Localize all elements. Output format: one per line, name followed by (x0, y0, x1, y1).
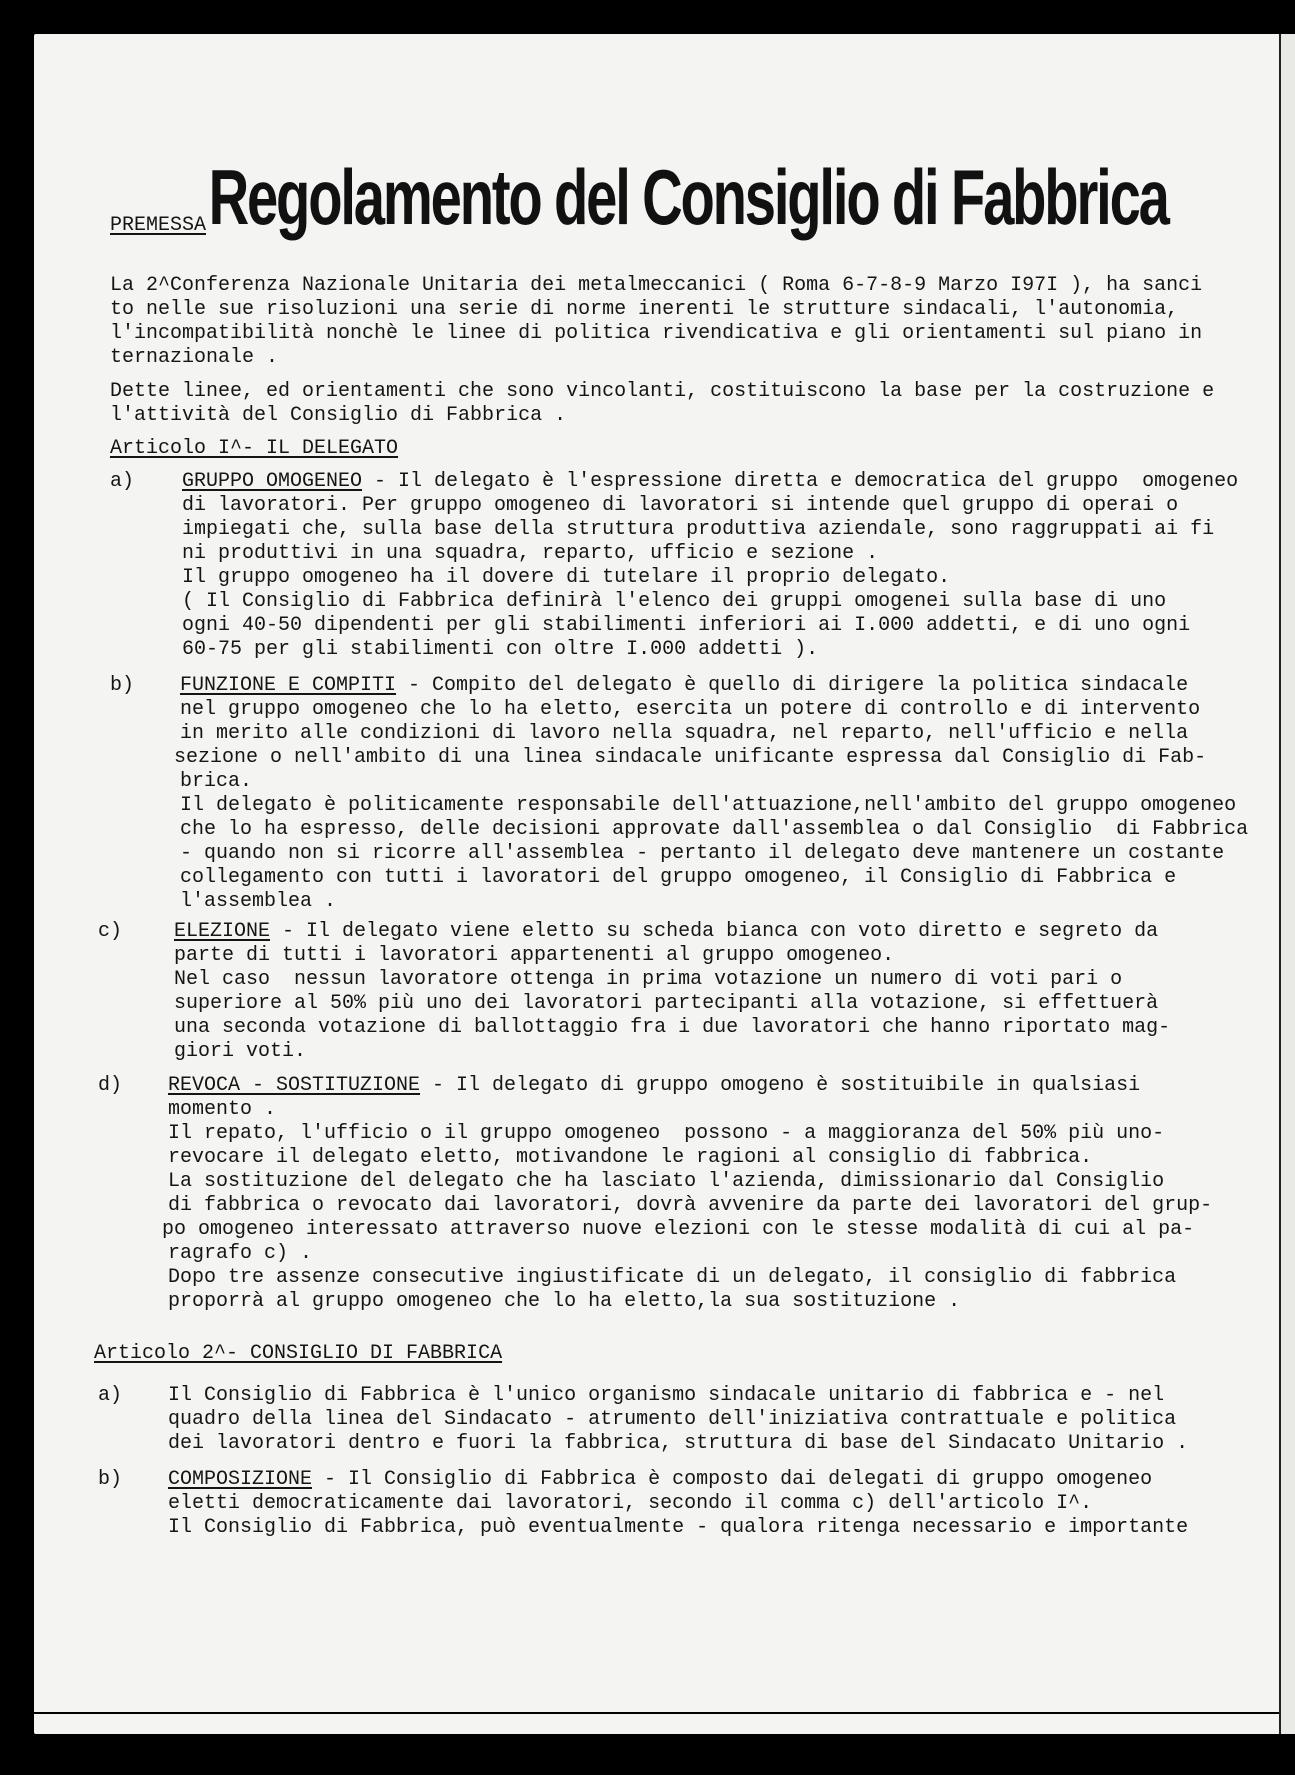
item-line: momento . (168, 1098, 277, 1121)
item-line: revocare il delegato eletto, motivandone le ragioni al consiglio di fabbrica. (168, 1146, 1093, 1169)
item-title-line: GRUPPO OMOGENEO - Il delegato è l'espressione diretta e democratica del gruppo omogeneo (182, 470, 1239, 493)
item-line: 60-75 per gli stabilimenti con oltre I.000 addetti ). (182, 638, 819, 661)
item-label: b) (98, 1468, 123, 1491)
item-line: sezione o nell'ambito di una linea sindacale unificante espressa dal Consiglio di Fab- (174, 746, 1207, 769)
item-title-line: FUNZIONE E COMPITI - Compito del delegato è quello di dirigere la politica sindacale (180, 674, 1189, 697)
item-title-line: REVOCA - SOSTITUZIONE - Il delegato di gruppo omogeno è sostituibile in qualsiasi (168, 1074, 1141, 1097)
item-line: ragrafo c) . (168, 1242, 313, 1265)
adjacent-page-edge (1279, 34, 1295, 1734)
premessa-line: l'attività del Consiglio di Fabbrica . (110, 404, 567, 427)
item-line: Il repato, l'ufficio o il gruppo omogeneo possono - a maggioranza del 50% più uno- (168, 1122, 1165, 1145)
item-line: in merito alle condizioni di lavoro nella squadra, nel reparto, nell'ufficio e nella (180, 722, 1189, 745)
item-title: GRUPPO OMOGENEO (182, 470, 363, 493)
item-line: Dopo tre assenze consecutive ingiustificate di un delegato, il consiglio di fabbrica (168, 1266, 1177, 1289)
item-line: superiore al 50% più uno dei lavoratori partecipanti alla votazione, si effettuerà (174, 992, 1159, 1015)
item-line: quadro della linea del Sindacato - atrumento dell'iniziativa contrattuale e politica (168, 1408, 1177, 1431)
item-line: che lo ha espresso, delle decisioni approvate dall'assemblea o dal Consiglio di Fabbrica (180, 818, 1249, 841)
item-line: Il Consiglio di Fabbrica è l'unico organismo sindacale unitario di fabbrica e - nel (168, 1384, 1165, 1407)
item-label: a) (110, 470, 135, 493)
premessa-line: to nelle sue risoluzioni una serie di norme inerenti le strutture sindacali, l'autonomia, (110, 298, 1179, 321)
premessa-line: ternazionale . (110, 346, 279, 369)
item-line: impiegati che, sulla base della struttura produttiva aziendale, sono raggruppati ai fi (182, 518, 1215, 541)
premessa-line: Dette linee, ed orientamenti che sono vincolanti, costituiscono la base per la costruzione e (110, 380, 1215, 403)
item-line: una seconda votazione di ballottaggio fra i due lavoratori che hanno riportato mag- (174, 1016, 1171, 1039)
item-line: - quando non si ricorre all'assemblea - pertanto il delegato deve mantenere un costante (180, 842, 1225, 865)
item-title-line: COMPOSIZIONE - Il Consiglio di Fabbrica è composto dai delegati di gruppo omogeneo (168, 1468, 1153, 1491)
premessa-heading: PREMESSA (110, 214, 207, 237)
item-label: b) (110, 674, 135, 697)
item-label: c) (98, 920, 123, 943)
item-title: REVOCA - SOSTITUZIONE (168, 1074, 421, 1097)
item-line: parte di tutti i lavoratori appartenenti al gruppo omogeneo. (174, 944, 895, 967)
item-label: d) (98, 1074, 123, 1097)
item-title: ELEZIONE (174, 920, 271, 943)
item-line: La sostituzione del delegato che ha lasciato l'azienda, dimissionario dal Consiglio (168, 1170, 1165, 1193)
item-line: giori voti. (174, 1040, 307, 1063)
item-line: eletti democraticamente dai lavoratori, secondo il comma c) dell'articolo I^. (168, 1492, 1093, 1515)
item-title: COMPOSIZIONE (168, 1468, 313, 1491)
item-line: di lavoratori. Per gruppo omogeneo di lavoratori si intende quel gruppo di operai o (182, 494, 1179, 517)
page-title: Regolamento del Consiglio di Fabbrica (208, 153, 1168, 241)
item-line: Nel caso nessun lavoratore ottenga in prima votazione un numero di voti pari o (174, 968, 1123, 991)
article-2-heading: Articolo 2^- CONSIGLIO DI FABBRICA (94, 1342, 503, 1365)
item-line: Il gruppo omogeneo ha il dovere di tutelare il proprio delegato. (182, 566, 951, 589)
item-line: nel gruppo omogeneo che lo ha eletto, esercita un potere di controllo e di intervento (180, 698, 1201, 721)
item-line: ni produttivi in una squadra, reparto, ufficio e sezione . (182, 542, 879, 565)
page-edge-line (34, 1712, 1281, 1714)
item-line: Il delegato è politicamente responsabile dell'attuazione,nell'ambito del gruppo omogeneo (180, 794, 1237, 817)
item-line: l'assemblea . (180, 890, 337, 913)
item-line: po omogeneo interessato attraverso nuove elezioni con le stesse modalità di cui al pa- (162, 1218, 1195, 1241)
premessa-line: l'incompatibilità nonchè le linee di politica rivendicativa e gli orientamenti sul piano in (110, 322, 1203, 345)
item-line: di fabbrica o revocato dai lavoratori, dovrà avvenire da parte dei lavoratori del grup- (168, 1194, 1213, 1217)
premessa-line: La 2^Conferenza Nazionale Unitaria dei metalmeccanici ( Roma 6-7-8-9 Marzo I97I ), ha sanci (110, 274, 1203, 297)
item-title-line: ELEZIONE - Il delegato viene eletto su scheda bianca con voto diretto e segreto da (174, 920, 1159, 943)
item-line: ogni 40-50 dipendenti per gli stabilimenti inferiori ai I.000 addetti, e di uno ogni (182, 614, 1191, 637)
item-line: Il Consiglio di Fabbrica, può eventualmente - qualora ritenga necessario e importante (168, 1516, 1189, 1539)
item-line: ( Il Consiglio di Fabbrica definirà l'elenco dei gruppi omogenei sulla base di uno (182, 590, 1167, 613)
item-line: dei lavoratori dentro e fuori la fabbrica, struttura di base del Sindacato Unitario . (168, 1432, 1189, 1455)
item-line: proporrà al gruppo omogeneo che lo ha eletto,la sua sostituzione . (168, 1290, 961, 1313)
item-label: a) (98, 1384, 123, 1407)
article-1-heading: Articolo I^- IL DELEGATO (110, 437, 399, 460)
item-title: FUNZIONE E COMPITI (180, 674, 397, 697)
item-line: brica. (180, 770, 253, 793)
document-page (34, 34, 1281, 1734)
item-line: collegamento con tutti i lavoratori del gruppo omogeneo, il Consiglio di Fabbrica e (180, 866, 1177, 889)
